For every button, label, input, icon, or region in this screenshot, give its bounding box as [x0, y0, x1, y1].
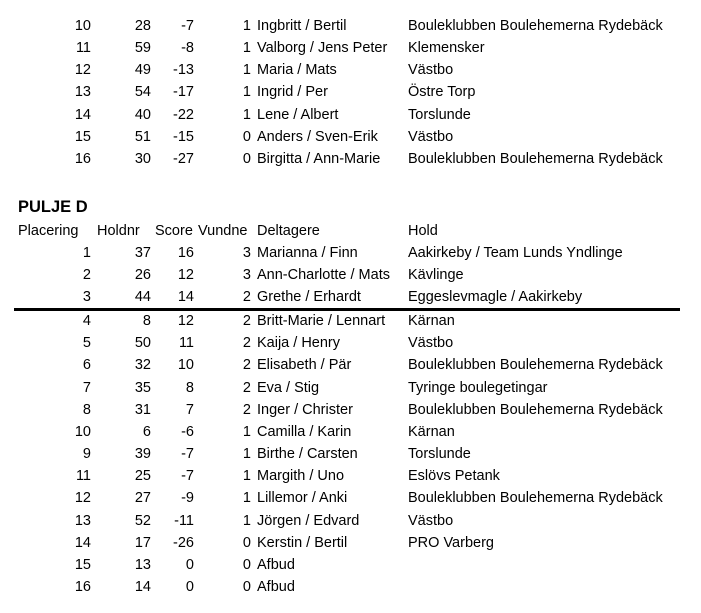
- placering-cell: 1: [82, 245, 91, 261]
- score-cell: -9: [181, 490, 194, 506]
- deltagere-cell: Camilla / Karin: [257, 424, 352, 440]
- vundne-cell: 1: [242, 84, 251, 100]
- holdnr-cell: 14: [134, 579, 151, 595]
- vundne-cell: 1: [242, 424, 251, 440]
- holdnr-cell: 13: [134, 557, 151, 573]
- placering-cell: 12: [74, 62, 91, 78]
- table-row: [0, 286, 701, 308]
- holdnr-cell: 50: [134, 335, 151, 351]
- table-header: [0, 220, 701, 242]
- placering-cell: 6: [82, 357, 91, 373]
- table-row: [0, 532, 701, 554]
- score-cell: 0: [185, 557, 194, 573]
- vundne-cell: 1: [242, 107, 251, 123]
- score-cell: -8: [181, 40, 194, 56]
- table-row: [0, 443, 701, 465]
- holdnr-cell: 26: [134, 267, 151, 283]
- table-row: [0, 332, 701, 354]
- hold-cell: Kävlinge: [408, 267, 464, 283]
- deltagere-cell: Ingrid / Per: [257, 84, 328, 100]
- deltagere-cell: Ann-Charlotte / Mats: [257, 267, 390, 283]
- vundne-cell: 1: [242, 513, 251, 529]
- hold-cell: Bouleklubben Boulehemerna Rydebäck: [408, 490, 663, 506]
- deltagere-cell: Birthe / Carsten: [257, 446, 358, 462]
- score-cell: -22: [173, 107, 194, 123]
- holdnr-cell: 31: [134, 402, 151, 418]
- placering-cell: 5: [82, 335, 91, 351]
- score-cell: 12: [177, 267, 194, 283]
- table-row: [0, 465, 701, 487]
- score-cell: 12: [177, 313, 194, 329]
- vundne-cell: 2: [242, 357, 251, 373]
- hold-cell: Västbo: [408, 62, 454, 78]
- table-row: [0, 81, 701, 103]
- table-row: [0, 15, 701, 37]
- hold-cell: Kärnan: [408, 424, 455, 440]
- score-cell: 0: [185, 579, 194, 595]
- hold-cell: Tyringe boulegetingar: [408, 380, 548, 396]
- deltagere-cell: Anders / Sven-Erik: [257, 129, 378, 145]
- deltagere-cell: Elisabeth / Pär: [257, 357, 352, 373]
- placering-cell: 15: [74, 129, 91, 145]
- header-vundne: Vundne: [198, 223, 248, 239]
- holdnr-cell: 51: [134, 129, 151, 145]
- deltagere-cell: Jörgen / Edvard: [257, 513, 360, 529]
- hold-cell: Bouleklubben Boulehemerna Rydebäck: [408, 357, 663, 373]
- hold-cell: Västbo: [408, 335, 454, 351]
- hold-cell: Torslunde: [408, 446, 471, 462]
- header-hold: Hold: [408, 223, 438, 239]
- score-cell: -7: [181, 468, 194, 484]
- score-cell: -17: [173, 84, 194, 100]
- table-row: [0, 377, 701, 399]
- hold-cell: Bouleklubben Boulehemerna Rydebäck: [408, 18, 663, 34]
- score-cell: -7: [181, 446, 194, 462]
- hold-cell: PRO Varberg: [408, 535, 494, 551]
- placering-cell: 10: [74, 424, 91, 440]
- vundne-cell: 1: [242, 40, 251, 56]
- header-placering: Placering: [18, 223, 79, 239]
- placering-cell: 14: [74, 535, 91, 551]
- hold-cell: Västbo: [408, 129, 454, 145]
- placering-cell: 9: [82, 446, 91, 462]
- deltagere-cell: Marianna / Finn: [257, 245, 358, 261]
- table-row: [0, 399, 701, 421]
- table-row: [0, 310, 701, 332]
- placering-cell: 13: [74, 84, 91, 100]
- holdnr-cell: 59: [134, 40, 151, 56]
- placering-cell: 16: [74, 151, 91, 167]
- score-cell: 8: [185, 380, 194, 396]
- score-cell: -26: [173, 535, 194, 551]
- placering-cell: 11: [75, 468, 91, 484]
- score-cell: -15: [173, 129, 194, 145]
- deltagere-cell: Kerstin / Bertil: [257, 535, 348, 551]
- deltagere-cell: Birgitta / Ann-Marie: [257, 151, 381, 167]
- deltagere-cell: Lillemor / Anki: [257, 490, 348, 506]
- table-row: [0, 554, 701, 576]
- holdnr-cell: 54: [134, 84, 151, 100]
- placering-cell: 3: [82, 289, 91, 305]
- holdnr-cell: 27: [134, 490, 151, 506]
- score-cell: 14: [177, 289, 194, 305]
- table-row: [0, 59, 701, 81]
- hold-cell: Bouleklubben Boulehemerna Rydebäck: [408, 402, 663, 418]
- table-row: [0, 576, 701, 598]
- holdnr-cell: 44: [134, 289, 151, 305]
- vundne-cell: 3: [242, 245, 251, 261]
- table-row: [0, 510, 701, 532]
- deltagere-cell: Lene / Albert: [257, 107, 339, 123]
- hold-cell: Eslövs Petank: [408, 468, 500, 484]
- vundne-cell: 2: [242, 289, 251, 305]
- table-row: [0, 37, 701, 59]
- holdnr-cell: 17: [134, 535, 151, 551]
- holdnr-cell: 32: [134, 357, 151, 373]
- table-row: [0, 421, 701, 443]
- placering-cell: 15: [74, 557, 91, 573]
- hold-cell: Aakirkeby / Team Lunds Yndlinge: [408, 245, 623, 261]
- deltagere-cell: Inger / Christer: [257, 402, 353, 418]
- deltagere-cell: Grethe / Erhardt: [257, 289, 361, 305]
- holdnr-cell: 39: [134, 446, 151, 462]
- placering-cell: 12: [74, 490, 91, 506]
- vundne-cell: 0: [242, 129, 251, 145]
- placering-cell: 16: [74, 579, 91, 595]
- holdnr-cell: 30: [134, 151, 151, 167]
- holdnr-cell: 25: [134, 468, 151, 484]
- header-holdnr: Holdnr: [97, 223, 140, 239]
- score-cell: -6: [181, 424, 194, 440]
- vundne-cell: 1: [242, 62, 251, 78]
- placering-cell: 7: [82, 380, 91, 396]
- holdnr-cell: 40: [134, 107, 151, 123]
- holdnr-cell: 37: [134, 245, 151, 261]
- holdnr-cell: 35: [134, 380, 151, 396]
- deltagere-cell: Margith / Uno: [257, 468, 345, 484]
- holdnr-cell: 49: [134, 62, 151, 78]
- deltagere-cell: Britt-Marie / Lennart: [257, 313, 386, 329]
- deltagere-cell: Ingbritt / Bertil: [257, 18, 347, 34]
- score-cell: 16: [177, 245, 194, 261]
- score-cell: -7: [181, 18, 194, 34]
- header-deltagere: Deltagere: [257, 223, 320, 239]
- score-cell: -11: [174, 513, 194, 529]
- placering-cell: 10: [74, 18, 91, 34]
- table-row: [0, 487, 701, 509]
- table-row: [0, 354, 701, 376]
- score-cell: -13: [173, 62, 194, 78]
- holdnr-cell: 52: [134, 513, 151, 529]
- vundne-cell: 1: [242, 446, 251, 462]
- placering-cell: 11: [75, 40, 91, 56]
- vundne-cell: 1: [242, 468, 251, 484]
- vundne-cell: 0: [242, 557, 251, 573]
- hold-cell: Kärnan: [408, 313, 455, 329]
- pool-title: PULJE D: [18, 198, 88, 216]
- deltagere-cell: Kaija / Henry: [257, 335, 341, 351]
- score-cell: 7: [185, 402, 194, 418]
- table-row: [0, 148, 701, 170]
- table-row: [0, 242, 701, 264]
- table-row: [0, 126, 701, 148]
- holdnr-cell: 28: [134, 18, 151, 34]
- placering-cell: 8: [82, 402, 91, 418]
- hold-cell: Torslunde: [408, 107, 471, 123]
- hold-cell: Klemensker: [408, 40, 485, 56]
- score-cell: -27: [173, 151, 194, 167]
- deltagere-cell: Maria / Mats: [257, 62, 337, 78]
- vundne-cell: 2: [242, 335, 251, 351]
- hold-cell: Eggeslevmagle / Aakirkeby: [408, 289, 583, 305]
- score-cell: 11: [178, 335, 194, 351]
- placering-cell: 13: [74, 513, 91, 529]
- hold-cell: Västbo: [408, 513, 454, 529]
- deltagere-cell: Afbud: [257, 557, 295, 573]
- vundne-cell: 1: [242, 18, 251, 34]
- vundne-cell: 0: [242, 151, 251, 167]
- holdnr-cell: 8: [142, 313, 151, 329]
- vundne-cell: 2: [242, 380, 251, 396]
- table-row: [0, 104, 701, 126]
- hold-cell: Bouleklubben Boulehemerna Rydebäck: [408, 151, 663, 167]
- score-cell: 10: [177, 357, 194, 373]
- vundne-cell: 2: [242, 402, 251, 418]
- deltagere-cell: Afbud: [257, 579, 295, 595]
- vundne-cell: 3: [242, 267, 251, 283]
- header-score: Score: [155, 223, 193, 239]
- table-row: [0, 264, 701, 286]
- deltagere-cell: Valborg / Jens Peter: [257, 40, 388, 56]
- placering-cell: 2: [82, 267, 91, 283]
- holdnr-cell: 6: [142, 424, 151, 440]
- vundne-cell: 1: [242, 490, 251, 506]
- deltagere-cell: Eva / Stig: [257, 380, 320, 396]
- hold-cell: Östre Torp: [408, 84, 476, 100]
- vundne-cell: 0: [242, 579, 251, 595]
- vundne-cell: 0: [242, 535, 251, 551]
- placering-cell: 14: [74, 107, 91, 123]
- vundne-cell: 2: [242, 313, 251, 329]
- placering-cell: 4: [82, 313, 91, 329]
